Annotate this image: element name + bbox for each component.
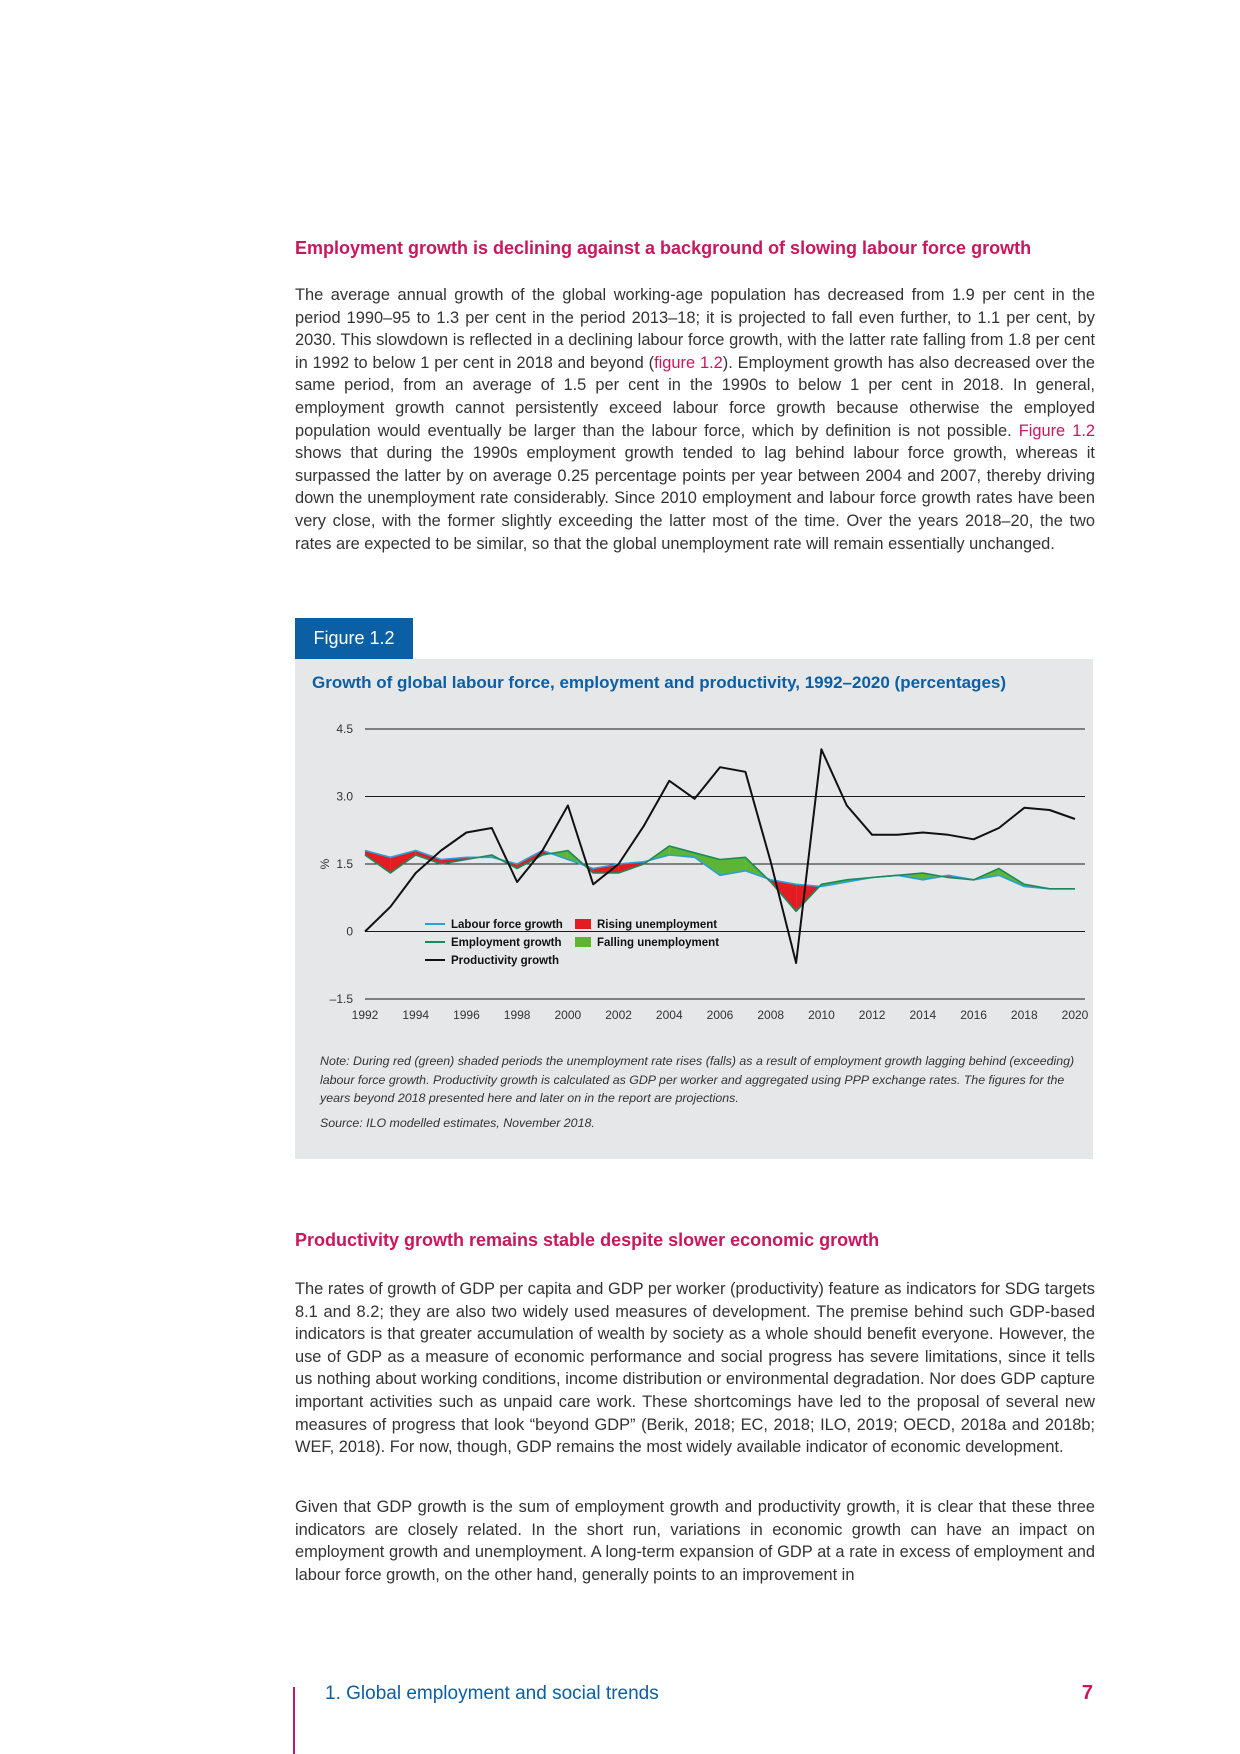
figure-link-2[interactable]: Figure 1.2: [1018, 421, 1095, 440]
figure-title: Growth of global labour force, employment and productivity, 1992–2020 (percentages): [312, 673, 1007, 692]
x-tick-label: 2008: [757, 1008, 785, 1022]
legend-label: Rising unemployment: [597, 919, 718, 931]
y-tick-label: 4.5: [336, 722, 353, 736]
legend-swatch-fill: [575, 937, 591, 947]
x-tick-label: 2002: [605, 1008, 632, 1022]
y-tick-label: –1.5: [329, 992, 353, 1006]
paragraph-text-c: shows that during the 1990s employment growth tended to lag behind labour force growth, whereas it surpassed the latter by on average 0.25 percentage points per year between 2004 and 2007, thereby driving down the unemployment rate considerably. Since 2010 employment and labour force growth rates have been very close, with the former slightly exceeding the latter most of the time. Over the years 2018–20, the two rates are expected to be similar, so that the global unemployment rate will remain essentially unchanged.: [295, 444, 1095, 553]
paragraph-text-b: ). Employment growth has also decreased over the same period, from an average of 1.5 per cent in the 1990s to below 1 per cent in 2018. In general, employment growth cannot persistently exceed labour force growth because otherwise the employed population would eventually be larger than the labour force, which by definition is not possible.: [295, 353, 1095, 440]
y-tick-label: 1.5: [336, 857, 353, 871]
x-tick-label: 2014: [909, 1008, 937, 1022]
figure-label: Figure 1.2: [295, 618, 413, 659]
x-tick-label: 1996: [453, 1008, 480, 1022]
x-tick-label: 2004: [655, 1008, 683, 1022]
figure-source: Source: ILO modelled estimates, November 2018.: [320, 1116, 595, 1130]
page-number: 7: [1081, 1682, 1093, 1704]
x-tick-label: 2020: [1061, 1008, 1089, 1022]
footer-chapter[interactable]: 1. Global employment and social trends: [325, 1683, 659, 1704]
legend-label: Labour force growth: [451, 919, 563, 931]
x-tick-label: 1998: [503, 1008, 531, 1022]
y-tick-label: 0: [346, 924, 353, 939]
x-tick-label: 2000: [554, 1008, 582, 1022]
x-tick-label: 2016: [960, 1008, 987, 1022]
footer-bar: [293, 1687, 295, 1754]
figure-link-1[interactable]: figure 1.2: [654, 353, 723, 372]
x-tick-label: 2012: [858, 1008, 886, 1022]
legend-label: Employment growth: [451, 937, 562, 949]
paragraph-productivity-1: The rates of growth of GDP per capita and GDP per worker (productivity) feature as indicators for SDG targets 8.1 and 8.2; they are also two widely used measures of development. The premise behind such GDP-based indicators is that greater accumulation of wealth by society as a whole should benefit everyone. However, the use of GDP as a measure of economic performance and social progress has severe limitations, since it tells us nothing about working conditions, income distribution or environmental degradation. Nor does GDP capture important activities such as unpaid care work. These shortcomings have led to the proposal of several new measures of progress that look “beyond GDP” (Berik, 2018; EC, 2018; ILO, 2019; OECD, 2018a and 2018b; WEF, 2018). For now, though, GDP remains the most widely available indicator of economic development.: [295, 1280, 1095, 1457]
y-axis-label: %: [318, 858, 332, 870]
section-heading-employment: Employment growth is declining against a background of slowing labour force growth: [295, 238, 1032, 258]
x-tick-label: 1994: [402, 1008, 430, 1022]
x-tick-label: 2006: [706, 1008, 734, 1022]
figure-note: Note: During red (green) shaded periods the unemployment rate rises (falls) as a result of employment growth lagging behind (exceeding) labour force growth. Productivity growth is calculated as GDP per worker and aggregated using PPP exchange rates. The figures for the years beyond 2018 presented here and later on in the report are projections.: [320, 1054, 1075, 1105]
figure-panel: [295, 659, 1093, 1159]
paragraph-productivity-2: Given that GDP growth is the sum of employment growth and productivity growth, it is clear that these three indicators are closely related. In the short run, variations in economic growth can have an impact on employment growth and unemployment. A long-term expansion of GDP at a rate in excess of employment and labour force growth, on the other hand, generally points to an improvement in: [295, 1498, 1095, 1584]
y-tick-label: 3.0: [336, 789, 353, 804]
chart: [295, 709, 1093, 1039]
employment-growth-line: [365, 846, 1075, 911]
paragraph-text-a: The average annual growth of the global working-age population has decreased from 1.9 per cent in the period 1990–95 to 1.3 per cent in the period 2013–18; it is projected to fall even further, to 1.1 per cent, by 2030. This slowdown is reflected in a declining labour force growth, with the latter rate falling from 1.8 per cent in 1992 to below 1 per cent in 2018 and beyond (: [295, 286, 1095, 372]
legend-swatch-fill: [575, 919, 591, 929]
x-tick-label: 2018: [1010, 1008, 1038, 1022]
x-tick-label: 2010: [808, 1008, 835, 1022]
legend-label: Falling unemployment: [597, 937, 720, 949]
x-tick-label: 1992: [351, 1008, 379, 1022]
paragraph-employment: [295, 284, 1095, 555]
section-heading-productivity: Productivity growth remains stable despite slower economic growth: [295, 1230, 880, 1250]
legend-label: Productivity growth: [451, 955, 559, 967]
